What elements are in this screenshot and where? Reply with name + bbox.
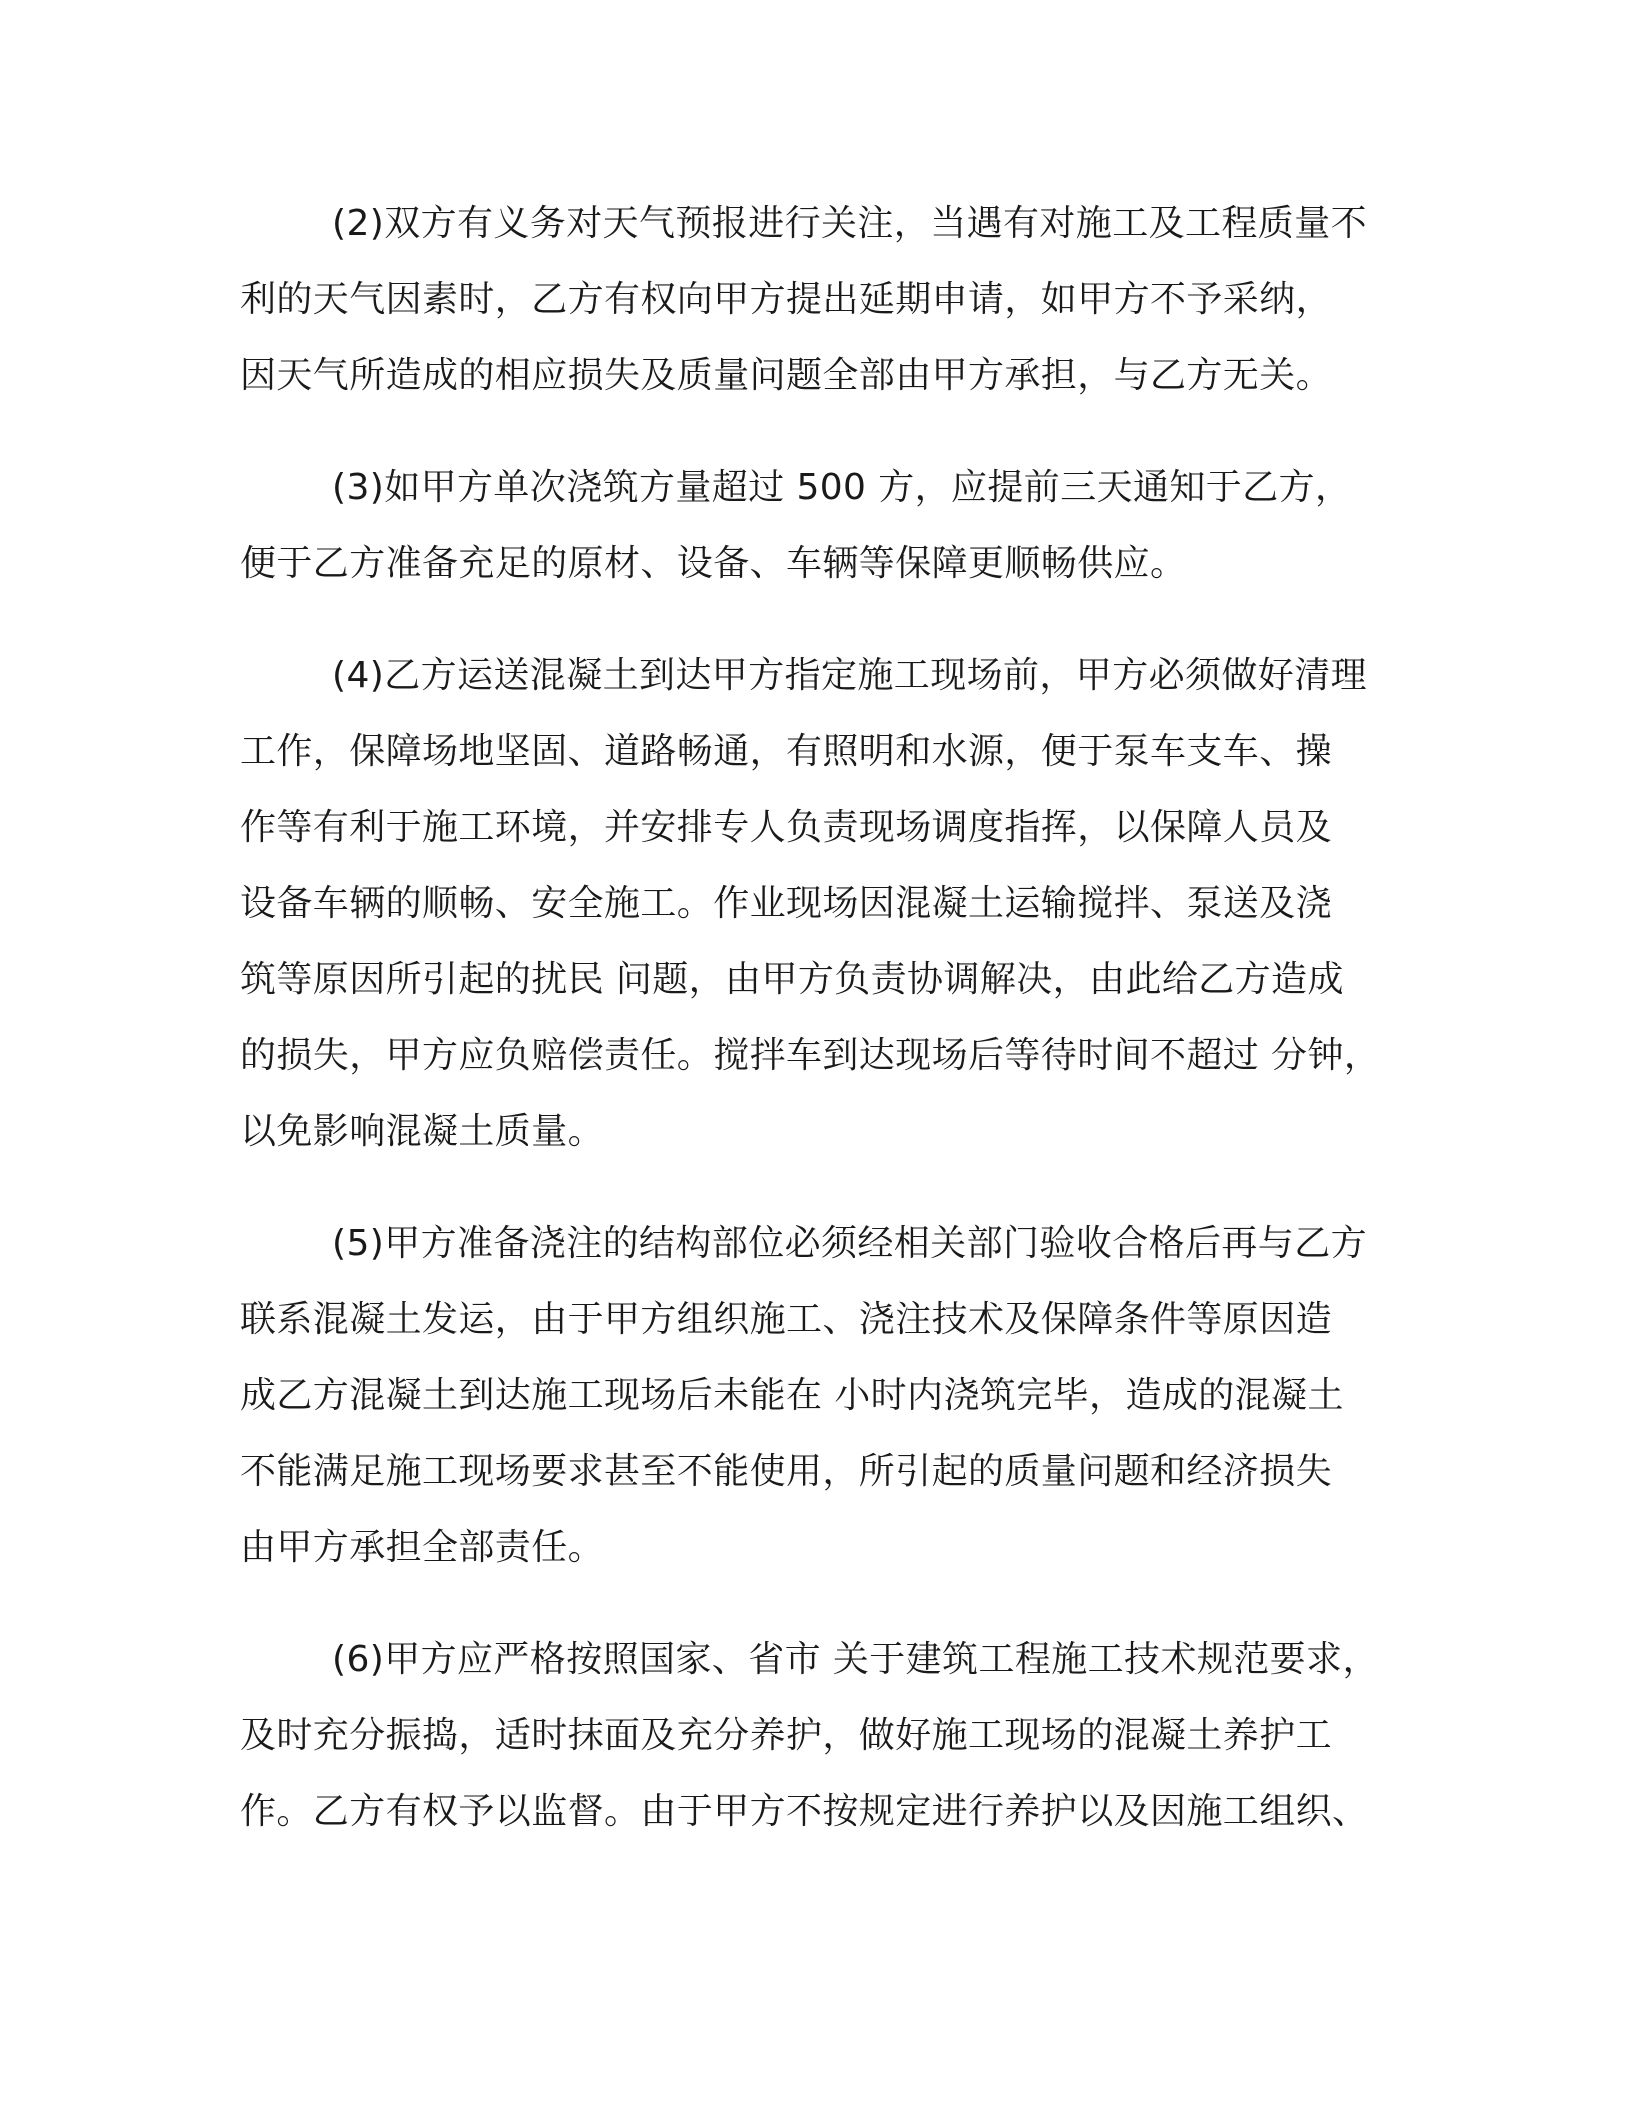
clause-5-line-5: 由甲方承担全部责任。 bbox=[240, 1527, 605, 1568]
clause-4-line-4: 设备车辆的顺畅、安全施工。作业现场因混凝土运输搅拌、泵送及浇 bbox=[240, 883, 1333, 924]
clause-5-line-2: 联系混凝土发运，由于甲方组织施工、浇注技术及保障条件等原因造 bbox=[240, 1299, 1333, 1340]
clause-4-line-1: (4)乙方运送混凝土到达甲方指定施工现场前，甲方必须做好清理 bbox=[332, 655, 1367, 696]
clause-4-line-6: 的损失，甲方应负赔偿责任。搅拌车到达现场后等待时间不超过 分钟， bbox=[240, 1035, 1381, 1076]
clause-4 bbox=[240, 638, 1400, 1170]
clause-2-line-3: 因天气所造成的相应损失及质量问题全部由甲方承担，与乙方无关。 bbox=[240, 355, 1333, 396]
clause-3 bbox=[240, 450, 1400, 602]
clause-5-line-3: 成乙方混凝土到达施工现场后未能在 小时内浇筑完毕，造成的混凝土 bbox=[240, 1375, 1344, 1416]
clause-6 bbox=[240, 1622, 1400, 1850]
clause-3-line-1: (3)如甲方单次浇筑方量超过 500 方，应提前三天通知于乙方， bbox=[332, 467, 1352, 508]
clause-4-line-3: 作等有利于施工环境，并安排专人负责现场调度指挥，以保障人员及 bbox=[240, 807, 1333, 848]
clause-2 bbox=[240, 186, 1400, 414]
clause-4-line-2: 工作，保障场地坚固、道路畅通，有照明和水源，便于泵车支车、操 bbox=[240, 731, 1333, 772]
clause-4-line-5: 筑等原因所引起的扰民 问题，由甲方负责协调解决，由此给乙方造成 bbox=[240, 959, 1344, 1000]
clause-2-line-1: (2)双方有义务对天气预报进行关注，当遇有对施工及工程质量不 bbox=[332, 203, 1367, 244]
clause-5 bbox=[240, 1206, 1400, 1586]
clause-6-line-3: 作。乙方有权予以监督。由于甲方不按规定进行养护以及因施工组织、 bbox=[240, 1791, 1369, 1832]
clause-2-line-2: 利的天气因素时，乙方有权向甲方提出延期申请，如甲方不予采纳， bbox=[240, 279, 1333, 320]
clause-6-line-1: (6)甲方应严格按照国家、省市 关于建筑工程施工技术规范要求， bbox=[332, 1639, 1379, 1680]
clause-5-line-4: 不能满足施工现场要求甚至不能使用，所引起的质量问题和经济损失 bbox=[240, 1451, 1333, 1492]
clause-5-line-1: (5)甲方准备浇注的结构部位必须经相关部门验收合格后再与乙方 bbox=[332, 1223, 1367, 1264]
document-body bbox=[240, 186, 1400, 1886]
clause-4-line-7: 以免影响混凝土质量。 bbox=[240, 1111, 605, 1152]
clause-3-line-2: 便于乙方准备充足的原材、设备、车辆等保障更顺畅供应。 bbox=[240, 543, 1187, 584]
clause-6-line-2: 及时充分振捣，适时抹面及充分养护，做好施工现场的混凝土养护工 bbox=[240, 1715, 1333, 1756]
